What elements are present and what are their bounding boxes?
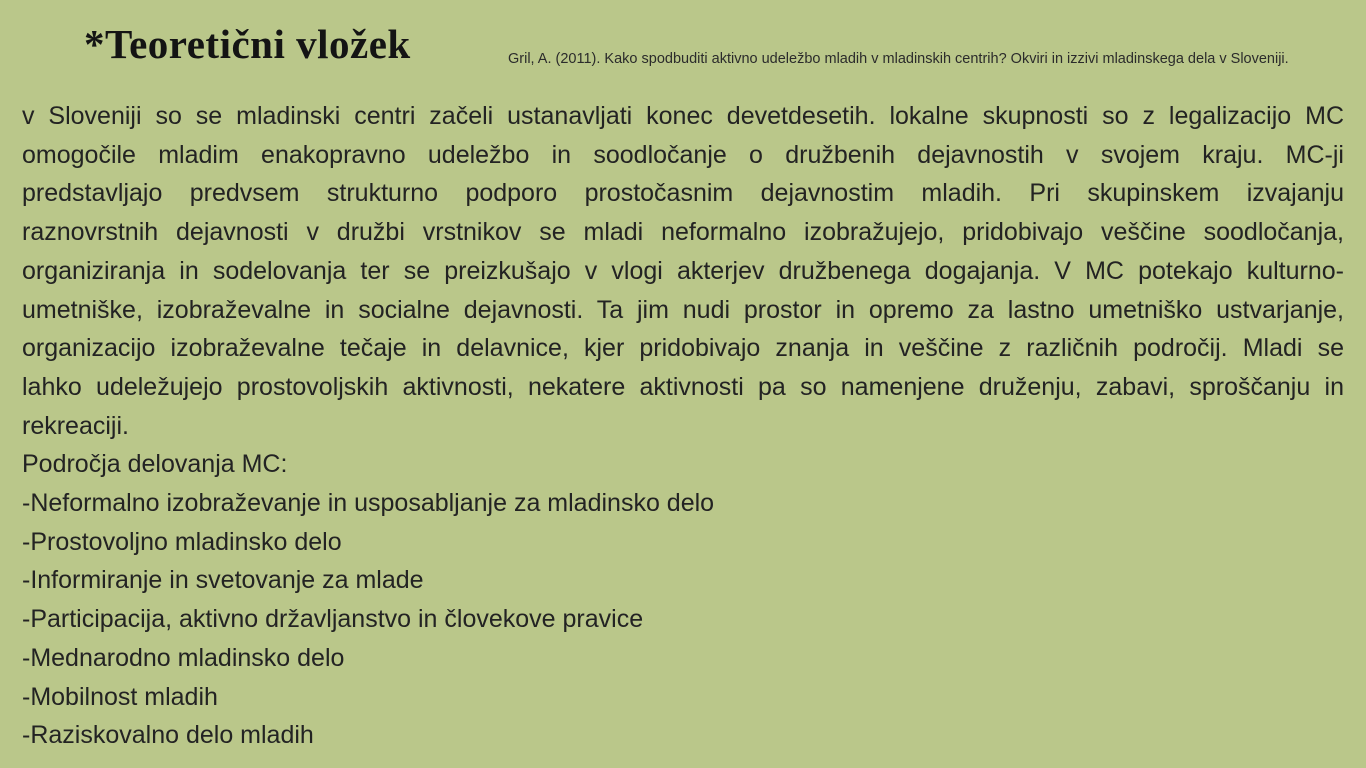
list-item: -Neformalno izobraževanje in usposabljanje za mladinsko delo <box>22 489 715 518</box>
list-item: -Participacija, aktivno državljanstvo in človekove pravice <box>22 605 644 634</box>
list-item: -Raziskovalno delo mladih <box>22 721 314 750</box>
paragraph-line: predstavljajo predvsem strukturno podporo prostočasnim dejavnostim mladih. Pri skupinskem izvajanju <box>22 179 1344 208</box>
paragraph-line: organizacijo izobraževalne tečaje in delavnice, kjer pridobivajo znanja in veščine z različnih področij. Mladi se <box>22 334 1344 363</box>
intro-paragraph <box>22 97 1344 445</box>
activity-areas-list <box>22 484 1344 755</box>
citation-text: Gril, A. (2011). Kako spodbuditi aktivno udeležbo mladih v mladinskih centrih? Okviri in izzivi mladinskega dela v Sloveniji. <box>508 51 1289 67</box>
list-item: -Informiranje in svetovanje za mlade <box>22 566 424 595</box>
paragraph-line: v Sloveniji so se mladinski centri začeli ustanavljati konec devetdesetih. lokalne skupnosti so z legalizacijo MC <box>22 102 1344 130</box>
slide-title: *Teoretični vložek <box>84 21 411 67</box>
list-item: -Mednarodno mladinsko delo <box>22 643 345 672</box>
body-text <box>22 97 1344 755</box>
paragraph-line: rekreaciji. <box>22 411 129 440</box>
paragraph-line: raznovrstnih dejavnosti v družbi vrstnikov se mladi neformalno izobražujejo, pridobivajo veščine soodločanja, <box>22 218 1344 247</box>
paragraph-line: organiziranja in sodelovanja ter se preizkušajo v vlogi akterjev družbenega dogajanja. V MC potekajo kulturno- <box>22 256 1344 285</box>
list-item: -Prostovoljno mladinsko delo <box>22 527 342 556</box>
list-item: -Mobilnost mladih <box>22 682 218 711</box>
paragraph-line: umetniške, izobraževalne in socialne dejavnosti. Ta jim nudi prostor in opremo za lastno umetniško ustvarjanje, <box>22 295 1344 324</box>
paragraph-line: omogočile mladim enakopravno udeležbo in soodločanje o družbenih dejavnostih v svojem kraju. MC-ji <box>22 140 1344 169</box>
list-heading: Področja delovanja MC: <box>22 450 288 479</box>
paragraph-line: lahko udeležujejo prostovoljskih aktivnosti, nekatere aktivnosti pa so namenjene druženju, zabavi, sproščanju in <box>22 372 1344 401</box>
